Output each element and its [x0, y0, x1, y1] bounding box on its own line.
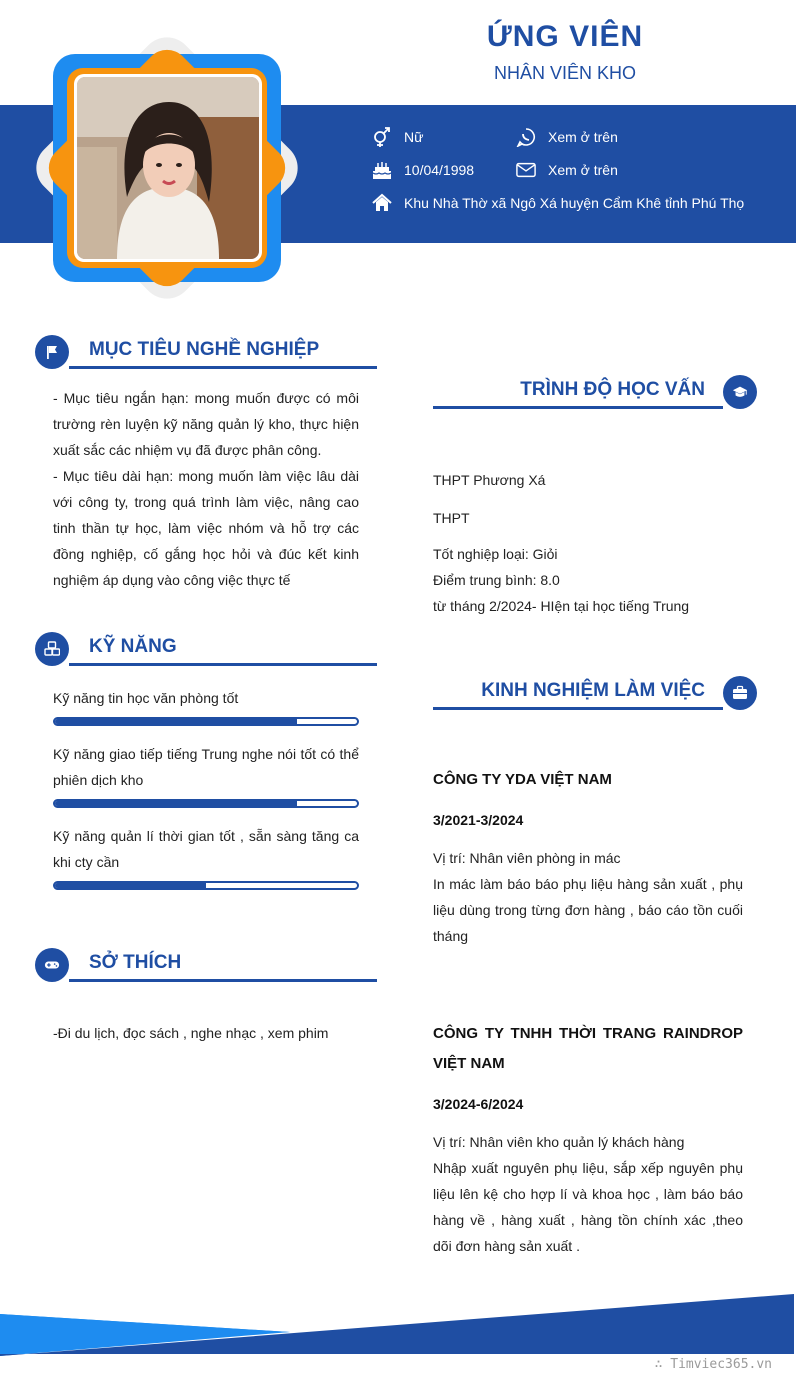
footer-brand	[655, 1357, 772, 1372]
briefcase-icon	[732, 685, 748, 701]
cake-icon	[372, 160, 392, 180]
address-value: Khu Nhà Thờ xã Ngô Xá huyện Cẩm Khê tỉnh Phú Thọ	[404, 195, 745, 211]
email-row	[516, 160, 618, 180]
job-company: CÔNG TY TNHH THỜI TRANG RAINDROP VIỆT NAM	[433, 1025, 743, 1072]
education-title: TRÌNH ĐỘ HỌC VẤN	[520, 379, 705, 400]
avatar-frame	[26, 27, 308, 309]
job-description: Nhập xuất nguyên phụ liệu, sắp xếp nguyên phụ liệu lên kệ cho hợp lí và khoa học , làm báo báo hàng về , hàng xuất , hàng tồn chính xác ,theo dõi đơn hàng sản xuất .	[433, 1160, 743, 1254]
footer-wave	[0, 1290, 800, 1356]
job-description: In mác làm báo báo phụ liệu hàng sản xuất , phụ liệu dùng trong từng đơn hàng , báo cáo tồn cuối tháng	[433, 876, 743, 944]
education-school: THPT Phương Xá	[433, 472, 546, 488]
job-period: 3/2021-3/2024	[433, 812, 524, 828]
skill-fill	[55, 719, 297, 724]
hobbies-badge	[35, 948, 69, 982]
birthday-value: 10/04/1998	[404, 162, 475, 178]
experience-badge	[723, 676, 757, 710]
education-header	[433, 375, 757, 415]
envelope-icon	[516, 160, 536, 180]
education-badge	[723, 375, 757, 409]
objective-long-term: - Mục tiêu dài hạn: mong muốn làm việc lâu dài với công ty, trong quá trình làm việc, nâng cao tinh thần tự học, làm việc nhóm và hỗ trợ các đồng nghiệp, cố gắng học hỏi và đúc kết kinh nghiệm áp dụng vào công việc thực tế	[53, 468, 359, 588]
education-gpa: Điểm trung bình: 8.0	[433, 572, 560, 588]
cubes-icon	[44, 641, 60, 657]
avatar-photo	[77, 77, 259, 259]
skill-label: Kỹ năng giao tiếp tiếng Trung nghe nói tốt có thể phiên dịch kho	[53, 746, 359, 788]
brand-text: Timviec365.vn	[670, 1357, 772, 1372]
email-value: Xem ở trên	[548, 162, 618, 178]
job-period: 3/2024-6/2024	[433, 1096, 524, 1112]
hobbies-title: SỞ THÍCH	[89, 952, 182, 973]
job-role: Vị trí: Nhân viên phòng in mác	[433, 850, 621, 866]
experience-title: KINH NGHIỆM LÀM VIỆC	[481, 680, 705, 701]
gamepad-icon	[44, 957, 60, 973]
whatsapp-icon	[516, 127, 536, 147]
hobbies-text: -Đi du lịch, đọc sách , nghe nhạc , xem phim	[53, 1025, 329, 1041]
skill-bar	[53, 881, 359, 890]
skills-header	[35, 632, 377, 672]
skills-badge	[35, 632, 69, 666]
skill-fill	[55, 883, 206, 888]
brand-dots-icon: ∴	[654, 1357, 671, 1372]
objective-underline	[69, 366, 377, 369]
skill-label: Kỹ năng tin học văn phòng tốt	[53, 690, 239, 706]
skill-bar	[53, 717, 359, 726]
gender-row	[372, 127, 423, 147]
avatar	[74, 74, 262, 262]
flag-icon	[44, 344, 60, 360]
objective-badge	[35, 335, 69, 369]
education-level: THPT	[433, 510, 470, 526]
graduation-cap-icon	[732, 384, 748, 400]
education-grade: Tốt nghiệp loại: Giỏi	[433, 546, 558, 562]
skill-bar	[53, 799, 359, 808]
objective-title: MỤC TIÊU NGHỀ NGHIỆP	[89, 339, 320, 360]
hobbies-header	[35, 948, 377, 988]
gender-icon	[372, 127, 392, 147]
candidate-position: NHÂN VIÊN KHO	[493, 63, 637, 83]
experience-underline	[433, 707, 723, 710]
skills-underline	[69, 663, 377, 666]
education-note: từ tháng 2/2024- HIện tại học tiếng Trung	[433, 598, 690, 614]
objective-header	[35, 335, 377, 375]
address-row	[372, 193, 744, 213]
skill-label: Kỹ năng quản lí thời gian tốt , sẵn sàng tăng ca khi cty cần	[53, 828, 359, 870]
home-icon	[372, 193, 392, 213]
skills-title: KỸ NĂNG	[89, 636, 177, 657]
experience-header	[433, 676, 757, 716]
education-underline	[433, 406, 723, 409]
birthday-row	[372, 160, 474, 180]
skill-fill	[55, 801, 297, 806]
phone-row	[516, 127, 618, 147]
objective-short-term: - Mục tiêu ngắn hạn: mong muốn được có môi trường rèn luyện kỹ năng quản lý kho, thực hiện xuất sắc các nhiệm vụ đã được phân công.	[53, 390, 359, 458]
job-role: Vị trí: Nhân viên kho quản lý khách hàng	[433, 1134, 685, 1150]
hobbies-underline	[69, 979, 377, 982]
job-company: CÔNG TY YDA VIỆT NAM	[433, 771, 612, 788]
phone-value: Xem ở trên	[548, 129, 618, 145]
candidate-name: ỨNG VIÊN	[486, 20, 644, 53]
gender-value: Nữ	[404, 129, 424, 145]
